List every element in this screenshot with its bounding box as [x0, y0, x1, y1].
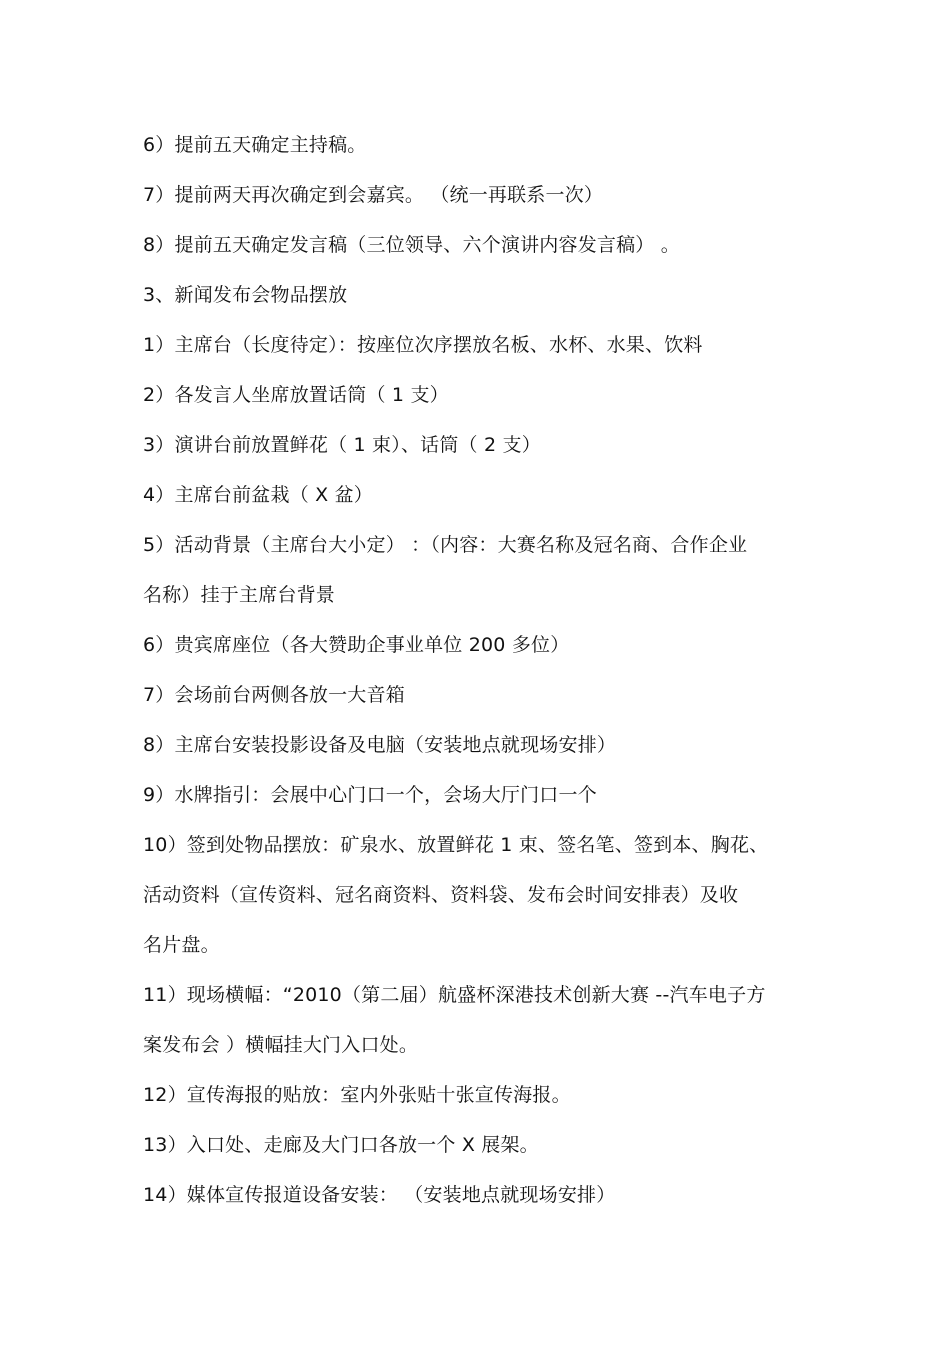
text-line: 12）宣传海报的贴放：室内外张贴十张宣传海报。	[143, 1084, 571, 1106]
text-line: 14）媒体宣传报道设备安装： （安装地点就现场安排）	[143, 1184, 616, 1206]
text-line: 3）演讲台前放置鲜花（ 1 束）、话筒（ 2 支）	[143, 434, 541, 456]
text-line: 8）提前五天确定发言稿（三位领导、六个演讲内容发言稿） 。	[143, 234, 680, 256]
text-line: 名片盘。	[143, 934, 220, 956]
text-line: 2）各发言人坐席放置话筒（ 1 支）	[143, 384, 449, 406]
text-line: 名称）挂于主席台背景	[143, 584, 336, 606]
text-line: 7）提前两天再次确定到会嘉宾。 （统一再联系一次）	[143, 184, 604, 206]
text-line: 活动资料（宣传资料、冠名商资料、资料袋、发布会时间安排表）及收	[143, 884, 739, 906]
text-line: 8）主席台安装投影设备及电脑（安装地点就现场安排）	[143, 734, 617, 756]
text-line: 13）入口处、走廊及大门口各放一个 X 展架。	[143, 1134, 539, 1156]
text-line: 9）水牌指引：会展中心门口一个，会场大厅门口一个	[143, 784, 597, 806]
text-line: 10）签到处物品摆放：矿泉水、放置鲜花 1 束、签名笔、签到本、胸花、	[143, 834, 769, 856]
section-heading: 3、新闻发布会物品摆放	[143, 284, 348, 306]
text-line: 11）现场横幅：“2010（第二届）航盛杯深港技术创新大赛 --汽车电子方	[143, 984, 766, 1006]
text-line: 案发布会 ）横幅挂大门入口处。	[143, 1034, 419, 1056]
text-line: 5）活动背景（主席台大小定） ：（内容：大赛名称及冠名商、合作企业	[143, 534, 748, 556]
text-line: 1）主席台（长度待定）：按座位次序摆放名板、水杯、水果、饮料	[143, 334, 703, 356]
text-line: 4）主席台前盆栽（ X 盆）	[143, 484, 373, 506]
text-line: 6）提前五天确定主持稿。	[143, 134, 367, 156]
text-line: 6）贵宾席座位（各大赞助企事业单位 200 多位）	[143, 634, 570, 656]
text-line: 7）会场前台两侧各放一大音箱	[143, 684, 405, 706]
